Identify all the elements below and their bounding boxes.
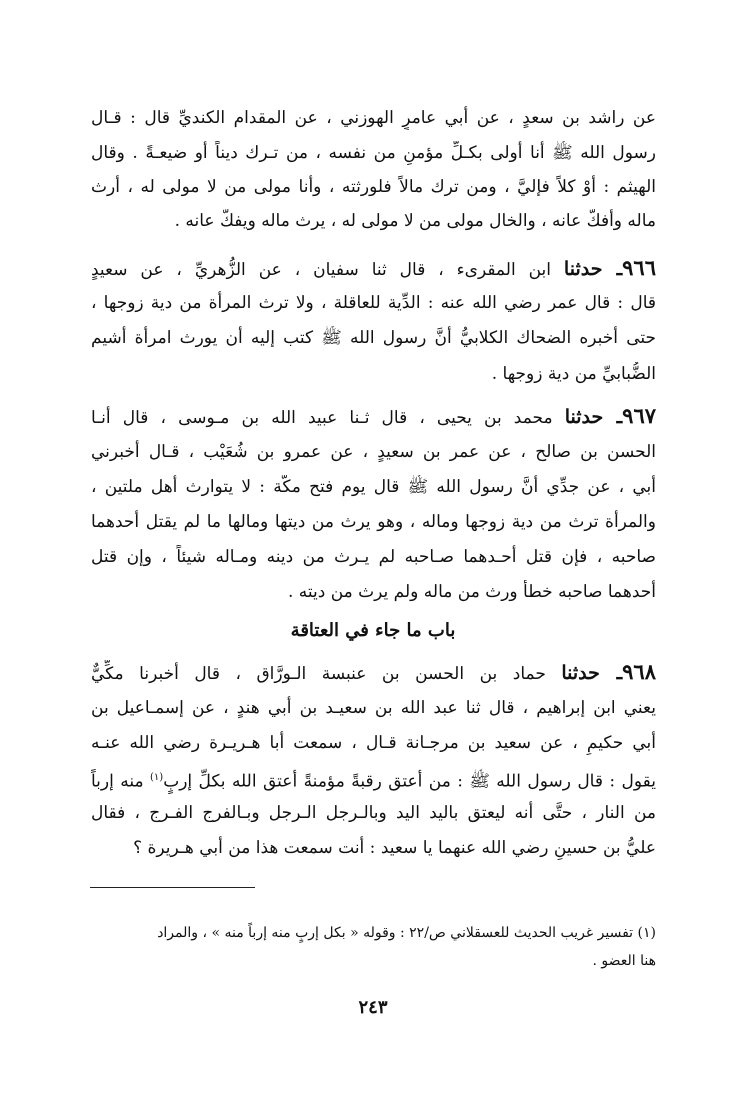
text-line: قال : قال عمر رضي الله عنه : الدِّية للعاقلة ، ولا ترث المرأة من دية زوجها ، [91,293,656,313]
text-line-with-footnote [91,766,656,794]
hadith-heading-967 [91,404,656,430]
text-line: رسول الله ﷺ أنا أولى بكـلِّ مؤمنٍ من نفسه ، من تـرك ديناً أو ضيعـةً . وقال [91,143,656,163]
footnote-line: (١) تفسير غريب الحديث للعسقلاني ص/٢٢ : وقوله « بكل إربٍ منه إرباً منه » ، والمراد [157,925,656,941]
footnote-line: هنا العضو . [592,953,656,969]
hadith-number: ٩٦٦ [622,256,656,280]
text-line: صاحبه ، فإن قتل أحـدهما صـاحبه لم يـرث من دينه ومـاله شيئاً ، وإن قتل [91,547,656,567]
text-line: الضُّبابيِّ من دية زوجها . [491,364,656,384]
footnote-divider [90,887,255,888]
text-line: حتى أخبره الضحاك الكلابيُّ أنَّ رسول الله ﷺ كتب إليه أن يورث امرأة أشيم [91,328,656,348]
hadith-keyword: ـ حدثنا [561,662,623,684]
hadith-number: ٩٦٨ [622,660,656,684]
text-line: ماله وأفكُّ عانه ، والخال مولى من لا مولى له ، يرث ماله ويفكُّ عانه . [174,211,656,231]
text-line: عليُّ بن حسينٍ رضي الله عنهما يا سعيد : أنت سمعت هذا من أبي هـريرة ؟ [133,838,656,858]
page-number: ٢٤٣ [358,997,388,1018]
text-line: الهيثم : أَوْ كلاً فإليَّ ، ومن ترك مالاً فلورثته ، وأنا مولى من لا مولى له ، أرث [91,177,656,197]
hadith-keyword: ـ حدثنا [563,258,623,280]
hadith-chain: ابن المقرىء ، قال ثنا سفيان ، عن الزُّهريِّ ، عن سعيدٍ [91,260,564,280]
text-segment: منه إرباً [91,771,144,792]
text-line: يعني ابن إبراهيم ، قال ثنا عبد الله بن سعيـد بن أبي هندٍ ، عن إسمـاعيل بن [91,698,656,718]
text-line: أحدهما صاحبه خطأً ورث من ماله ولم يرث من ديته . [287,582,656,602]
hadith-chain: محمد بن يحيى ، قال ثـنا عبيد الله بن مـوسى ، قال أنـا [91,408,565,428]
text-line: أبي حكيمٍ ، عن سعيد بن مرجـانة قـال ، سمعت أبا هـريـرة رضي الله عنـه [91,733,656,753]
text-line: والمرأة ترث من دية زوجها وماله ، وهو يرث من ديتها ومالها ما لم يقتل أحدهما [91,512,656,532]
text-segment: يقول : قال رسول الله ﷺ : من أعتق رقبةً مؤمنةً أعتق الله بكلِّ إربٍ [163,771,656,792]
text-line: من النار ، حتَّى أنه ليعتق باليد اليد وبالـرجل الـرجل وبـالفرج الفـرج ، فقال [91,803,656,823]
footnote-marker: (١) [150,772,164,783]
hadith-number: ٩٦٧ [622,404,656,428]
text-line: عن راشد بن سعدٍ ، عن أبي عامرٍ الهوزني ، عن المقدام الكنديِّ قال : قـال [91,108,656,128]
hadith-heading-966 [91,256,656,282]
hadith-heading-968 [91,660,656,686]
chapter-title: باب ما جاء في العتاقة [290,620,456,641]
text-line: الحسن بن صالح ، عن عمر بن سعيدٍ ، عن عمرو بن شُعَيْب ، قـال أخبرني [91,442,656,462]
text-line: أبي ، عن جدِّي أنَّ رسول الله ﷺ قال يوم فتح مكَّة : لا يتوارث أهل ملتين ، [91,477,656,497]
hadith-keyword: ـ حدثنا [564,406,623,428]
hadith-chain: حماد بن الحسن بن عنبسة الـورَّاق ، قال أخبرنا مكِّيٌّ [91,664,562,684]
